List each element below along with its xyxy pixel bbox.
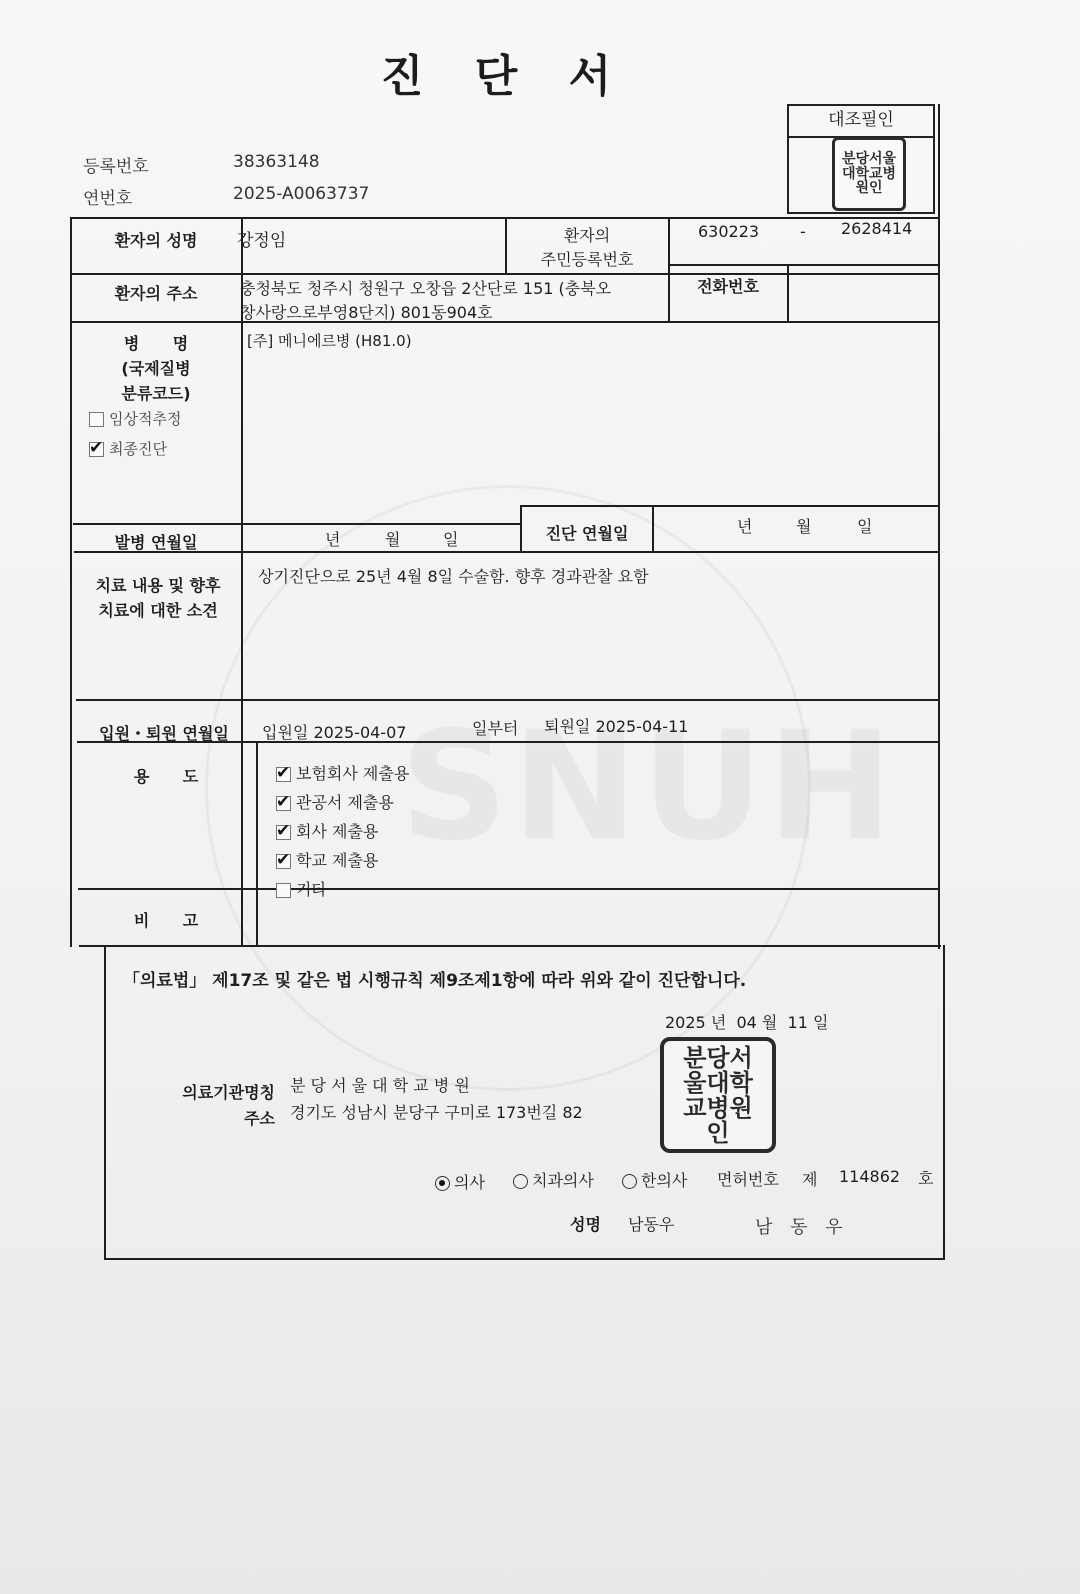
license-number: 114862 [839,1167,901,1186]
diagnosis-year-unit: 년 [737,517,753,536]
serial-number-label: 연번호 [83,189,133,209]
remarks-label: 비 고 [133,911,199,930]
phone-number-label: 전화번호 [697,277,759,296]
purpose-checkbox[interactable] [276,883,291,898]
row-divider [73,523,520,525]
diagnosis-day-unit: 일 [857,517,873,536]
diagnosis-label-line1: 병 명 [123,334,189,353]
institution-address: 경기도 성남시 분당구 구미로 173번길 82 [290,1103,583,1122]
final-diagnosis-label: 최종진단 [109,440,167,458]
doctor-type-label: 의사 [454,1173,485,1192]
verification-stamp-label: 대조필인 [789,106,933,138]
registration-number-label: 등록번호 [83,157,149,177]
doctor-type-dentist[interactable] [513,1168,594,1191]
table-border-top [70,217,938,219]
table-border-bottom [105,1258,945,1260]
issue-month-unit: 월 [761,1013,778,1032]
treatment-label-line2: 치료에 대한 소견 [98,601,218,620]
onset-year-unit: 년 [325,530,341,549]
hospital-seal-large [660,1037,776,1153]
purpose-checkbox[interactable] [276,767,291,782]
footer-border-left [104,945,106,1260]
doctor-type-radio[interactable] [435,1176,450,1191]
hospital-seal-large-text: 분당서울대학교병원인 [683,1042,753,1148]
doctor-type-label: 치과의사 [532,1171,594,1190]
purpose-option-company[interactable] [276,819,378,842]
purpose-label: 용 도 [133,767,199,786]
doctor-signature: 남 동 우 [755,1217,849,1238]
table-border-left [70,217,72,947]
institution-name: 분 당 서 울 대 학 교 병 원 [290,1076,470,1095]
purpose-option-label: 학교 제출용 [296,851,379,870]
admission-date: 입원일 2025-04-07 [262,723,407,742]
onset-date-label: 발병 연월일 [114,533,198,552]
hospital-seal-small-text: 분당서울대학교병원인 [841,150,897,197]
issue-day-unit: 일 [813,1013,829,1032]
purpose-option-insurance[interactable] [276,761,409,784]
row-divider [520,505,938,507]
doctor-type-physician[interactable] [435,1170,485,1193]
purpose-option-school[interactable] [276,848,378,871]
purpose-checkbox[interactable] [276,854,291,869]
clinical-estimate-checkbox[interactable] [89,412,104,427]
admission-date-label: 입원・퇴원 연월일 [99,724,229,743]
institution-address-label: 주소 [244,1109,275,1128]
diagnosis-label-line2: (국제질병 [121,359,191,378]
legal-statement: 「의료법」 제17조 및 같은 법 시행규칙 제9조제1항에 따라 위와 같이 진단합니다. [123,971,747,991]
issue-date [665,1010,828,1033]
row-divider [79,945,941,947]
admission-from-text: 일부터 [472,719,519,738]
registration-number: 38363148 [233,152,320,172]
issue-month: 04 [736,1013,757,1032]
license-prefix: 제 [802,1170,818,1189]
final-diagnosis-checkbox[interactable] [89,442,104,457]
patient-address-line1: 충청북도 청주시 청원구 오창읍 2산단로 151 (충북오 [240,279,612,298]
row-divider [71,273,938,275]
clinical-estimate-label: 임상적추정 [109,410,182,428]
issue-day: 11 [787,1013,808,1032]
patient-rrn-label-line1: 환자의 [563,226,611,245]
purpose-option-government[interactable] [276,790,394,813]
patient-rrn-dash: - [800,222,806,241]
doctor-type-label: 한의사 [641,1171,688,1190]
diagnosis-date-label: 진단 연월일 [545,524,629,543]
patient-name-label: 환자의 성명 [114,231,198,250]
purpose-option-label: 회사 제출용 [296,822,379,841]
doctor-type-radio[interactable] [513,1174,528,1189]
doctor-name: 남동우 [628,1215,675,1234]
final-diagnosis-option[interactable] [89,438,167,459]
diagnosis-label-line3: 분류코드) [121,384,191,403]
doctor-type-radio[interactable] [622,1174,637,1189]
purpose-option-label: 보험회사 제출용 [296,764,410,783]
institution-label: 의료기관명칭 [182,1083,275,1102]
hospital-seal-small [832,137,906,211]
label-column-divider [256,741,258,947]
column-divider [668,217,670,321]
row-divider [72,321,938,323]
license-suffix: 호 [918,1169,934,1188]
treatment-label-line1: 치료 내용 및 향후 [95,576,221,595]
table-border-right [938,104,940,949]
patient-address-line2: 창사랑으로부영8단지) 801동904호 [240,303,493,322]
document-title: 진 단 서 [380,51,630,102]
clinical-estimate-option[interactable] [89,408,181,429]
purpose-checkbox[interactable] [276,796,291,811]
patient-address-label: 환자의 주소 [114,284,198,303]
doctor-name-label: 성명 [570,1215,601,1234]
patient-rrn-label-line2: 주민등록번호 [540,250,634,269]
serial-number: 2025-A0063737 [233,184,370,204]
patient-name: 강정임 [237,231,287,251]
phone-cell-divider [668,264,938,266]
purpose-option-other[interactable] [276,877,327,900]
footer-border-right [943,945,945,1260]
purpose-option-label: 기타 [296,880,327,899]
onset-day-unit: 일 [443,530,459,549]
onset-month-unit: 월 [385,530,401,549]
disease-name: [주] 메니에르병 (H81.0) [247,332,412,350]
purpose-option-label: 관공서 제출용 [296,793,394,812]
issue-year: 2025 [665,1013,706,1032]
diagnosis-month-unit: 월 [796,517,812,536]
row-divider [76,699,940,701]
doctor-type-oriental[interactable] [622,1168,687,1191]
purpose-checkbox[interactable] [276,825,291,840]
column-divider [652,505,654,551]
row-divider [78,888,940,890]
patient-rrn-front: 630223 [698,222,760,241]
treatment-content: 상기진단으로 25년 4월 8일 수술함. 향후 경과관찰 요함 [258,567,649,586]
column-divider [787,264,789,321]
license-number-label: 면허번호 [717,1170,779,1189]
patient-rrn-back: 2628414 [841,219,913,238]
discharge-date: 퇴원일 2025-04-11 [544,717,689,736]
issue-year-unit: 년 [710,1013,727,1032]
